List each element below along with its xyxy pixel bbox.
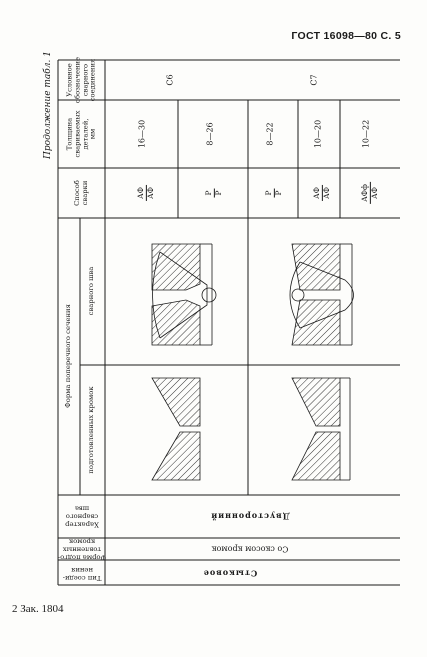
table-borders	[58, 60, 400, 585]
edge-shape-value: Со скосом кромок	[211, 544, 289, 554]
edge-prep-c6	[152, 378, 200, 480]
col-thickness: Толщина свариваемых деталей, мм	[65, 110, 97, 158]
method-2: Р Р	[203, 190, 223, 196]
page-header: ГОСТ 16098—80 С. 5	[291, 30, 401, 42]
method-3: Р Р	[263, 190, 283, 196]
designation-c6: С6	[165, 74, 175, 86]
col-prepared-edges: подготовленных кромок	[87, 386, 96, 474]
method-1: АФ АФ	[135, 187, 155, 199]
col-weld-seam: сварного шва	[87, 266, 96, 316]
weld-section-c7	[290, 244, 354, 345]
col-weld-character: Характер сварного шва	[65, 505, 99, 529]
weld-section-c6	[152, 244, 216, 345]
col-welding-method: Способ сварки	[73, 180, 89, 206]
thickness-1: 16—30	[137, 119, 147, 149]
col-cross-section: Форма поперечного сечения	[64, 304, 73, 408]
method-5: АФф АФ	[359, 184, 379, 202]
thickness-4: 10—20	[313, 119, 323, 149]
col-edge-shape: Форма подго- товленных кромок	[57, 538, 107, 562]
thickness-5: 10—22	[361, 119, 371, 149]
page-footer: 2 Зак. 1804	[12, 603, 64, 615]
col-connection-type: Тип соеди- нения	[62, 566, 102, 582]
continuation-caption: Продолжение табл. 1	[42, 51, 53, 159]
method-4: АФ АФ	[311, 187, 331, 199]
thickness-3: 8—22	[265, 122, 275, 146]
edge-prep-c7	[292, 378, 350, 480]
col-designation: Условное обозначение сварного соединения	[65, 56, 97, 104]
designation-c7: С7	[309, 74, 319, 86]
weld-character-value: Двусторонний	[210, 511, 290, 522]
thickness-2: 8—26	[205, 122, 215, 146]
connection-type-value: Стыковое	[202, 568, 258, 579]
